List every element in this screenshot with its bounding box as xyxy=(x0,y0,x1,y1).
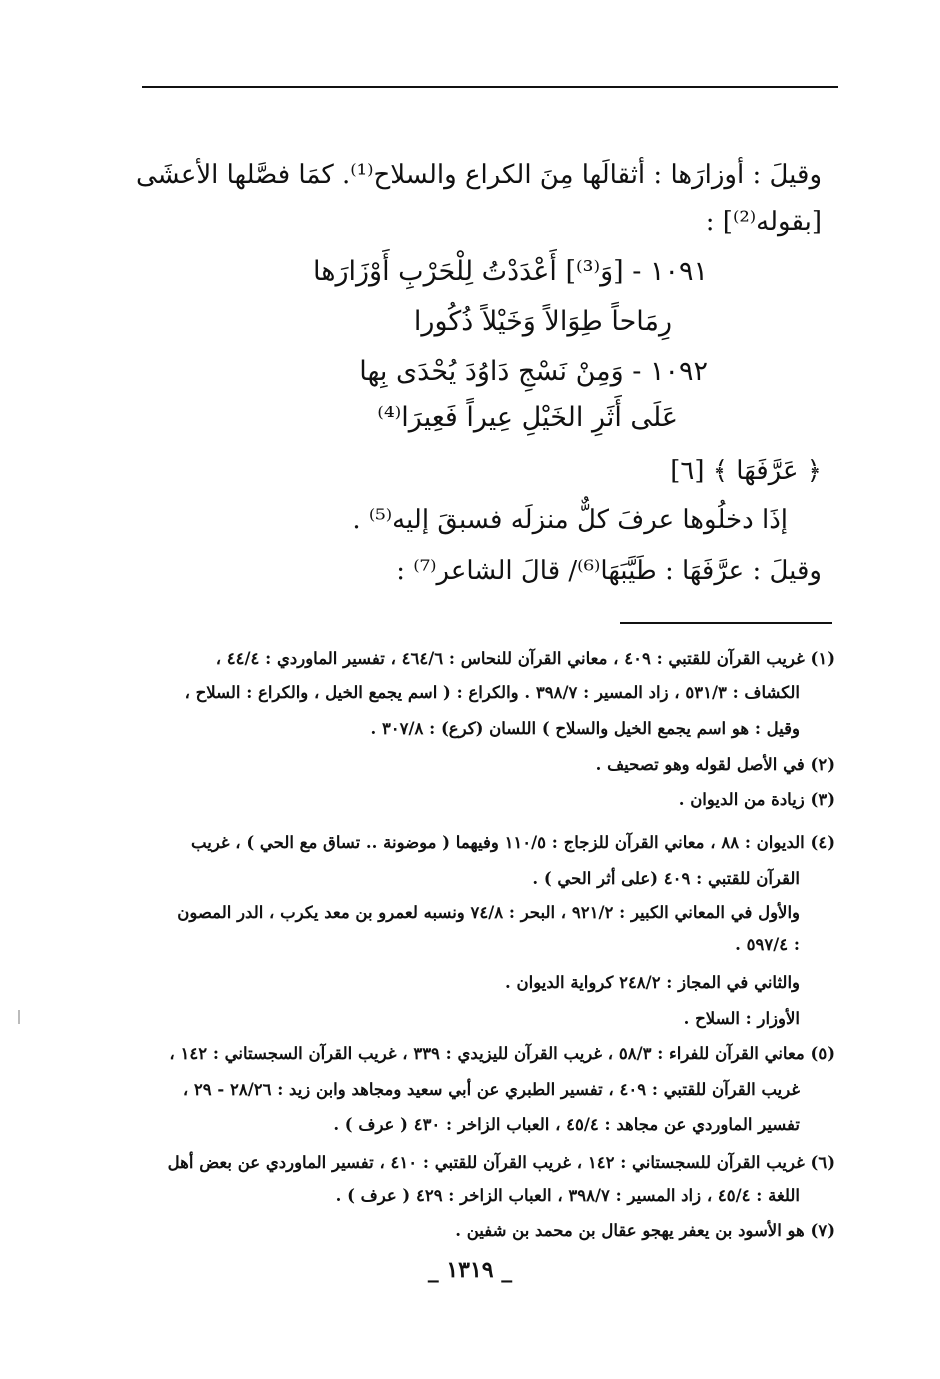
verse-1092-first-hemistich: ١٠٩٢ - وَمِنْ نَسْجِ دَاوُدَ يُحْدَى بِها xyxy=(359,356,708,387)
footnote-4-line-4: : ٥٩٧/٤ . xyxy=(735,935,800,954)
main-line-b: وقيلَ : عرَّفَهَا : طَيَّبَهَا⁽⁶⁾/ قالَ الشاعر⁽⁷⁾ : xyxy=(396,556,822,586)
footnote-5-line-3: تفسير الماوردي عن مجاهد : ٤٥/٤ ، العباب الزاخر : ٤٣٠ ( عرف ) . xyxy=(333,1115,800,1134)
footnote-4-line-5: والثاني في المجاز : ٢٤٨/٢ كرواية الديوان . xyxy=(505,973,800,992)
verse-heading: ﴿ عَرَّفَهَا ﴾ [٦] xyxy=(670,456,822,486)
footnote-1-line-3: وقيل : هو اسم يجمع الخيل والسلاح ) اللسان (كرع) : ٣٠٧/٨ . xyxy=(370,719,800,738)
verse-1092-second-hemistich: عَلَى أَثَرِ الخَيْلِ عِيراً فَعِيرَا⁽⁴⁾ xyxy=(377,402,678,433)
footnote-3: (٣) زيادة من الديوان . xyxy=(678,790,835,809)
footnote-4-line-1: (٤) الديوان : ٨٨ ، معاني القرآن للزجاج : ١١٠/٥ وفيهما ( موضونة .. تساق مع الحي ) ، غريب xyxy=(191,833,835,852)
main-line-1: وقيلَ : أوزارَها : أثقالَها مِنَ الكراع والسلاح⁽¹⁾. كمَا فصَّلها الأعشَى xyxy=(135,160,822,190)
top-rule xyxy=(142,86,838,88)
footnote-1-line-2: الكشاف : ٥٣١/٣ ، زاد المسير : ٣٩٨/٧ . والكراع : ( اسم يجمع الخيل ، والكراع : السلاح ، xyxy=(184,683,800,702)
page-number: _ ١٣١٩ _ xyxy=(427,1257,513,1283)
footnote-2: (٢) في الأصل لقوله وهو تصحيف . xyxy=(595,755,835,774)
footnote-7: (٧) هو الأسود بن يعفر يهجو عقال بن محمد بن شفين . xyxy=(455,1221,835,1240)
verse-1091-second-hemistich: رِمَاحاً طِوَالاً وَخَيْلاً ذُكُورا xyxy=(413,306,672,337)
footnote-5-line-1: (٥) معاني القرآن للفراء : ٥٨/٣ ، غريب القرآن لليزيدي : ٣٣٩ ، غريب القرآن السجستاني : ١٤٢ ، xyxy=(169,1044,835,1063)
footnote-4-line-2: القرآن للقتبي : ٤٠٩ (على أثر الحي ) . xyxy=(532,869,800,888)
footnote-4-line-6: الأوزار : السلاح . xyxy=(683,1009,800,1028)
main-line-2: [بقوله⁽²⁾] : xyxy=(705,207,822,237)
footnote-1-line-1: (١) غريب القرآن للقتبي : ٤٠٩ ، معاني القرآن للنحاس : ٤٦٤/٦ ، تفسير الماوردي : ٤٤/٤ ، xyxy=(215,649,835,668)
main-line-a: إذَا دخلُوها عرفَ كلٌّ منزلَه فسبقَ إليه⁽⁵⁾ . xyxy=(352,505,788,535)
footnote-rule xyxy=(620,622,832,624)
footnote-6-line-2: اللغة : ٤٥/٤ ، زاد المسير : ٣٩٨/٧ ، العباب الزاخر : ٤٢٩ ( عرف ) . xyxy=(335,1186,800,1205)
verse-1091-first-hemistich: ١٠٩١ - [وَ⁽³⁾] أَعْدَدْتُ لِلْحَرْبِ أَوْزَارَها xyxy=(313,256,708,287)
scan-mark xyxy=(18,1010,20,1024)
footnote-6-line-1: (٦) غريب القرآن للسجستاني : ١٤٢ ، غريب القرآن للقتبي : ٤١٠ ، تفسير الماوردي عن بعض أهل xyxy=(167,1153,835,1172)
footnote-4-line-3: والأول في المعاني الكبير : ٩٢١/٢ ، البحر : ٧٤/٨ ونسبه لعمرو بن معد يكرب ، الدر المصون xyxy=(177,903,800,922)
footnote-5-line-2: غريب القرآن للقتبي : ٤٠٩ ، تفسير الطبري عن أبي سعيد ومجاهد وابن زيد : ٢٨/٢٦ - ٢٩ ، xyxy=(182,1080,800,1099)
